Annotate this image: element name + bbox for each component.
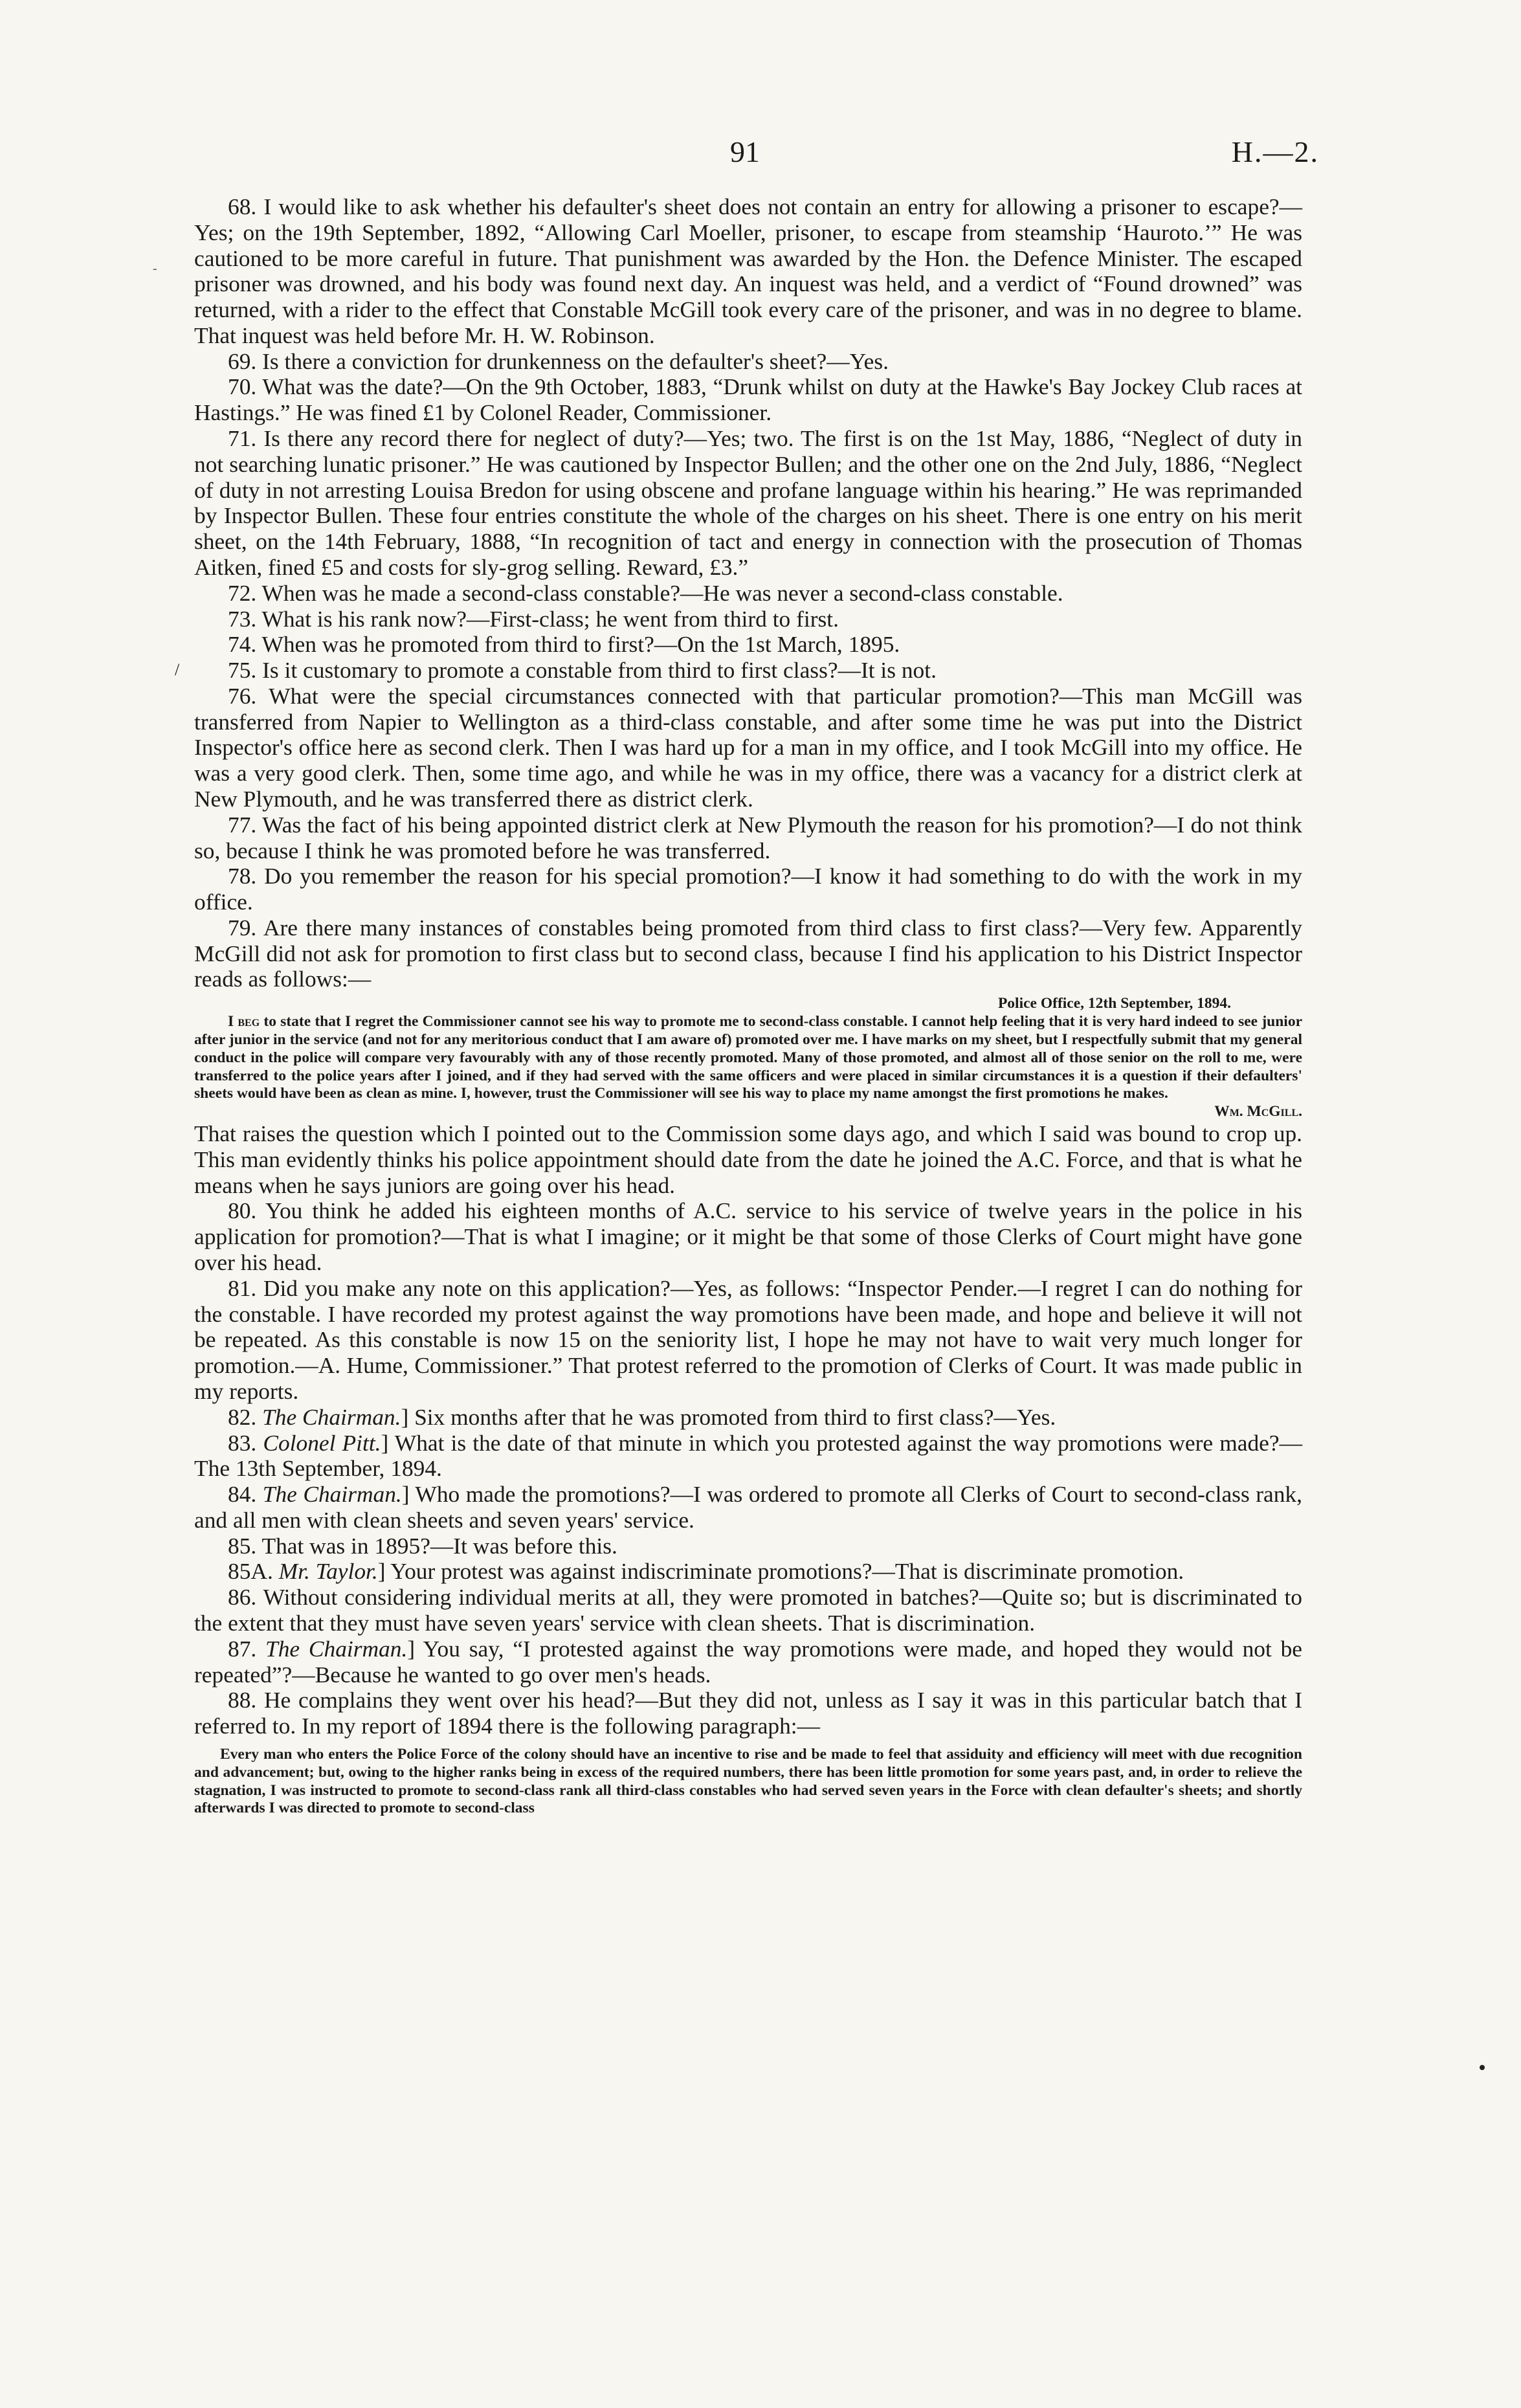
page-number: 91	[730, 135, 760, 168]
letter-opening: I beg	[228, 1013, 260, 1031]
paragraph-87: 87. The Chairman.] You say, “I protested against the way promotions were made, and hoped they would not be repeated”?—Because he wanted to go over men's heads.	[194, 1635, 1302, 1688]
paragraph-78: 78. Do you remember the reason for his special promotion?—I know it had something to do with the work in my office.	[194, 863, 1302, 915]
margin-mark: -	[153, 262, 157, 276]
paragraph-74: 74. When was he promoted from third to first?—On the 1st March, 1895.	[228, 631, 900, 658]
letter-body	[194, 1013, 1302, 1103]
paragraph-68: 68. I would like to ask whether his defaulter's sheet does not contain an entry for allowing a prisoner to escape?—Yes; on the 19th September, 1892, “Allowing Carl Moeller, prisoner, to escape from steamship ‘Hauroto.’” He was cautioned to be more careful in future. That punishment was awarded by the Hon. the Defence Minister. The escaped prisoner was drowned, and his body was found next day. An inquest was held, and a verdict of “Found drowned” was returned, with a rider to the effect that Constable McGill took every care of the prisoner, and was in no degree to blame. That inquest was held before Mr. H. W. Robinson.	[194, 194, 1302, 348]
report-extract-text: Every man who enters the Police Force of the colony should have an incentive to rise and be made to feel that assiduity and efficiency will meet with due recognition and advancement; but, owing to the higher ranks being in excess of the required numbers, there has been little promotion for some years past, and, in order to relieve the stagnation, I was instructed to promote to second-class rank all third-class constables who had served seven years in the Force with clean defaulter's sheets; and shortly afterwards I was directed to promote to second-class	[194, 1745, 1302, 1817]
page-header	[0, 135, 1521, 173]
paragraph-72: 72. When was he made a second-class constable?—He was never a second-class constable.	[228, 579, 1063, 606]
paragraph-76: 76. What were the special circumstances connected with that particular promotion?—This man McGill was transferred from Napier to Wellington as a third-class constable, and after some time he was put into the District Inspector's office here as second clerk. Then I was hard up for a man in my office, and I took McGill into my office. He was a very good clerk. Then, some time ago, and while he was in my office, there was a vacancy for a district clerk at New Plymouth, and he was transferred there as district clerk.	[194, 682, 1302, 812]
paragraph-84: 84. The Chairman.] Who made the promotions?—I was ordered to promote all Clerks of Court to second-class rank, and all men with clean sheets and seven years' service.	[194, 1481, 1302, 1533]
paragraph-77: 77. Was the fact of his being appointed district clerk at New Plymouth the reason for his promotion?—I do not think so, because I think he was promoted before he was transferred.	[194, 811, 1302, 864]
paragraph-86: 86. Without considering individual merits at all, they were promoted in batches?—Quite so; but is discriminated to the extent that they must have seven years' service with clean sheets. That is discrimination.	[194, 1584, 1302, 1636]
speaker-label: The Chairman.	[265, 1635, 408, 1662]
speaker-label: The Chairman.	[262, 1481, 402, 1508]
paragraph-79: 79. Are there many instances of constables being promoted from third class to first class?—Very few. Apparently McGill did not ask for promotion to first class but to second class, because I find his application to his District Inspector reads as follows:—	[194, 914, 1302, 992]
paragraph-82: 82. The Chairman.] Six months after that he was promoted from third to first class?—Yes.	[228, 1403, 1056, 1430]
speaker-label: The Chairman.	[262, 1403, 401, 1430]
report-extract	[194, 1746, 1302, 1818]
letter-text: to state that I regret the Commissioner cannot see his way to promote me to second-class constable. I cannot help feeling that it is very hard indeed to see junior after junior in the service (and not for any meritorious conduct that I am aware of) promoted over me. I have marks on my sheet, but I respectfully submit that my general conduct in the police will compare very favourably with any of those recently promoted. Many of those promoted, and almost all of those senior on the roll to me, were transferred to the police years after I joined, and if they had served with the same officers and were placed in similar circumstances it is a question if their defaulters' sheets would have been as clean as mine. I, however, trust the Commissioner will see his way to place my name amongst the first promotions he makes.	[194, 1013, 1303, 1102]
quoted-letter	[194, 995, 1302, 1121]
paragraph-88: 88. He complains they went over his head?—But they did not, unless as I say it was in this particular batch that I referred to. In my report of 1894 there is the following paragraph:—	[194, 1687, 1302, 1739]
speaker-label: Mr. Taylor.	[278, 1558, 378, 1585]
paragraph-80: 80. You think he added his eighteen months of A.C. service to his service of twelve years in the police in his application for promotion?—That is what I imagine; or it might be that some of those Clerks of Court might have gone over his head.	[194, 1198, 1302, 1276]
paragraph-75: 75. Is it customary to promote a constable from third to first class?—It is not.	[228, 657, 937, 684]
paragraph-after-letter: That raises the question which I pointed out to the Commission some days ago, and which I said was bound to crop up. This man evidently thinks his police appointment should date from the date he joined the A.C. Force, and that is what he means when he says juniors are going over his head.	[194, 1120, 1302, 1198]
paragraph-69: 69. Is there a conviction for drunkenness on the defaulter's sheet?—Yes.	[228, 348, 889, 374]
paragraph-85a: 85A. Mr. Taylor.] Your protest was against indiscriminate promotions?—That is discriminate promotion.	[228, 1558, 1184, 1585]
speaker-label: Colonel Pitt.	[263, 1429, 381, 1456]
paragraph-83: 83. Colonel Pitt.] What is the date of that minute in which you protested against the way promotions were made?—The 13th September, 1894.	[194, 1429, 1302, 1482]
paper-reference: H.—2.	[1231, 135, 1319, 168]
document-body	[194, 194, 1302, 1818]
paragraph-70: 70. What was the date?—On the 9th October, 1883, “Drunk whilst on duty at the Hawke's Bay Jockey Club races at Hastings.” He was fined £1 by Colonel Reader, Commissioner.	[194, 373, 1302, 426]
paragraph-71: 71. Is there any record there for neglect of duty?—Yes; two. The first is on the 1st May, 1886, “Neglect of duty in not searching lunatic prisoner.” He was cautioned by Inspector Bullen; and the other one on the 2nd July, 1886, “Neglect of duty in not arresting Louisa Bredon for using obscene and profane language within his hearing.” He was reprimanded by Inspector Bullen. These four entries constitute the whole of the charges on his sheet. There is one entry on his merit sheet, on the 14th February, 1888, “In recognition of tact and energy in connection with the prosecution of Thomas Aitken, fined £5 and costs for sly-grog selling. Reward, £3.”	[194, 425, 1302, 580]
margin-tick: /	[175, 660, 180, 679]
letter-signature: Wm. McGill.	[1214, 1103, 1302, 1120]
paragraph-85: 85. That was in 1895?—It was before this.	[228, 1532, 617, 1559]
letter-date: Police Office, 12th September, 1894.	[997, 995, 1231, 1012]
paragraph-73: 73. What is his rank now?—First-class; he went from third to first.	[228, 605, 839, 632]
margin-dot	[1480, 2065, 1485, 2070]
paragraph-81: 81. Did you make any note on this application?—Yes, as follows: “Inspector Pender.—I regret I can do nothing for the constable. I have recorded my protest against the way promotions have been made, and hope and believe it will not be repeated. As this constable is now 15 on the seniority list, I hope he may not have to wait very much longer for promotion.—A. Hume, Commissioner.” That protest referred to the promotion of Clerks of Court. It was made public in my reports.	[194, 1275, 1302, 1404]
